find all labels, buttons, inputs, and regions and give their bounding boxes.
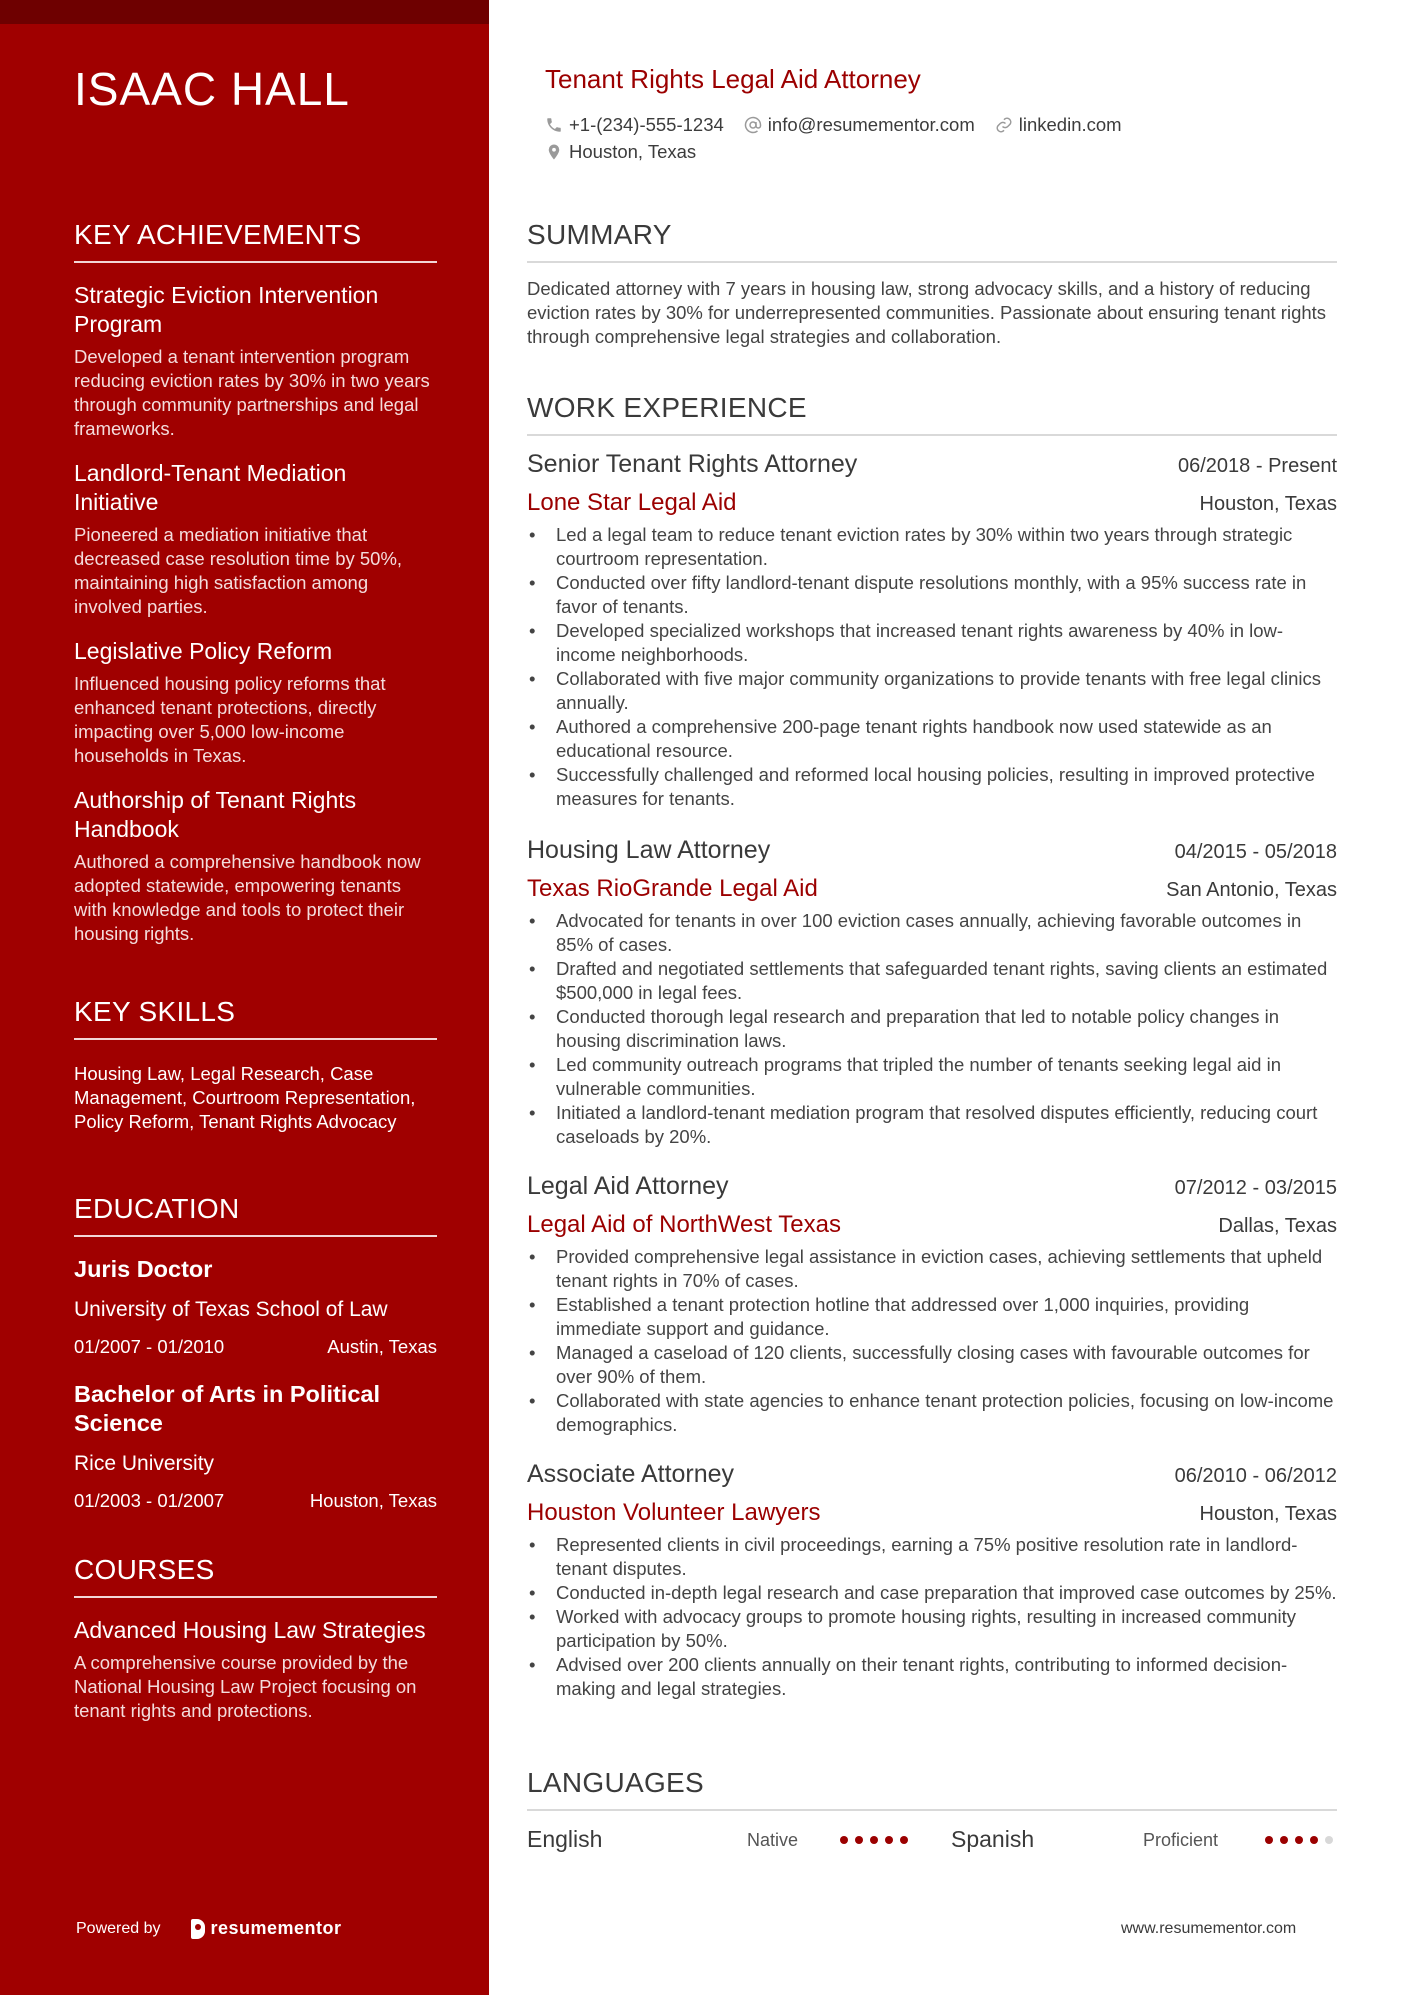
job-bullet: • Managed a caseload of 120 clients, successfully closing cases with favourable outcomes for over 90% of them.: [527, 1341, 1337, 1389]
job-title: Tenant Rights Legal Aid Attorney: [545, 64, 921, 94]
rating-dot-filled: [885, 1836, 893, 1844]
education-item: [74, 1380, 437, 1512]
phone-contact[interactable]: [545, 114, 724, 136]
rating-dot-filled: [900, 1836, 908, 1844]
job-dates: 07/2012 - 03/2015: [1174, 1177, 1337, 1199]
achievement-title: Authorship of Tenant Rights Handbook: [74, 787, 357, 842]
job-bullet: • Led a legal team to reduce tenant eviction rates by 30% within two years through strategic courtroom representation.: [527, 523, 1337, 571]
skills-list: Housing Law, Legal Research, Case Management, Courtroom Representation, Policy Reform, Tenant Rights Advocacy: [74, 1063, 416, 1132]
education-heading: EDUCATION: [74, 1193, 437, 1237]
summary-text: Dedicated attorney with 7 years in housing law, strong advocacy skills, and a history of reducing eviction rates by 30% for underrepresented communities. Passionate about ensuring tenant rights through comprehensive legal strategies and collaboration.: [527, 278, 1327, 347]
job-bullets: [527, 1245, 1337, 1437]
education-school: Rice University: [74, 1452, 215, 1475]
job-entry: [527, 450, 1337, 811]
achievement-item: [74, 786, 437, 946]
achievement-desc: Authored a comprehensive handbook now adopted statewide, empowering tenants with knowledge and tools to protect their housing rights.: [74, 851, 421, 944]
email-contact[interactable]: [744, 114, 975, 136]
linkedin-contact[interactable]: [995, 114, 1122, 136]
job-role: Housing Law Attorney: [527, 836, 771, 864]
skills-section: [74, 996, 437, 1134]
languages-section: [527, 1767, 1337, 1811]
job-dates: 06/2018 - Present: [1178, 455, 1337, 477]
achievement-item: [74, 459, 437, 619]
job-bullet: • Collaborated with five major community organizations to provide tenants with free legal clinics annually.: [527, 667, 1337, 715]
experience-heading: WORK EXPERIENCE: [527, 392, 1337, 436]
job-entry: [527, 1460, 1337, 1701]
achievement-desc: Developed a tenant intervention program reducing eviction rates by 30% in two years through community partnerships and legal frameworks.: [74, 346, 430, 439]
language-rating: [1265, 1836, 1340, 1844]
job-location: San Antonio, Texas: [1166, 879, 1337, 901]
job-bullet: • Drafted and negotiated settlements that safeguarded tenant rights, saving clients an estimated $500,000 in legal fees.: [527, 957, 1337, 1005]
course-desc: A comprehensive course provided by the National Housing Law Project focusing on tenant rights and protections.: [74, 1652, 417, 1721]
rating-dot-filled: [1295, 1836, 1303, 1844]
education-section: [74, 1193, 437, 1512]
phone-icon: [545, 116, 563, 134]
job-entry: [527, 1172, 1337, 1437]
education-item: [74, 1255, 437, 1358]
job-bullet: • Worked with advocacy groups to promote housing rights, resulting in increased community participation by 50%.: [527, 1605, 1337, 1653]
rating-dot-filled: [1280, 1836, 1288, 1844]
languages-heading: LANGUAGES: [527, 1767, 1337, 1811]
email-text: info@resumementor.com: [767, 114, 975, 135]
sidebar-top-band: [0, 0, 489, 24]
job-company: Legal Aid of NorthWest Texas: [527, 1211, 841, 1238]
job-bullet: • Successfully challenged and reformed local housing policies, resulting in improved protective measures for tenants.: [527, 763, 1337, 811]
summary-heading: SUMMARY: [527, 219, 1337, 263]
job-bullet: • Initiated a landlord-tenant mediation program that resolved disputes efficiently, reducing court caseloads by 20%.: [527, 1101, 1337, 1149]
achievement-desc: Pioneered a mediation initiative that decreased case resolution time by 50%, maintaining high satisfaction among involved parties.: [74, 524, 403, 617]
job-company: Texas RioGrande Legal Aid: [527, 875, 818, 902]
job-company: Houston Volunteer Lawyers: [527, 1499, 821, 1526]
language-level: Proficient: [1143, 1830, 1219, 1850]
contact-row: [545, 114, 1142, 136]
job-dates: 04/2015 - 05/2018: [1174, 841, 1337, 863]
rating-dot-filled: [840, 1836, 848, 1844]
education-dates: 01/2007 - 01/2010: [74, 1336, 225, 1357]
course-title: Advanced Housing Law Strategies: [74, 1617, 426, 1643]
linkedin-text: linkedin.com: [1018, 114, 1122, 135]
job-bullet: • Conducted over fifty landlord-tenant dispute resolutions monthly, with a 95% success rate in favor of tenants.: [527, 571, 1337, 619]
job-bullet: • Conducted thorough legal research and preparation that led to notable policy changes in housing discrimination laws.: [527, 1005, 1337, 1053]
website-footer[interactable]: www.resumementor.com: [1121, 1920, 1297, 1937]
phone-text: +1-(234)-555-1234: [569, 114, 724, 135]
rating-dot-filled: [870, 1836, 878, 1844]
courses-heading: COURSES: [74, 1554, 437, 1598]
language-level: Native: [747, 1830, 799, 1850]
location-text: Houston, Texas: [569, 141, 697, 162]
achievement-item: [74, 281, 437, 441]
rating-dot-filled: [855, 1836, 863, 1844]
job-location: Houston, Texas: [1199, 493, 1337, 515]
job-bullets: [527, 1533, 1337, 1701]
education-degree: Juris Doctor: [74, 1256, 213, 1282]
achievement-desc: Influenced housing policy reforms that enhanced tenant protections, directly impacting over 5,000 low-income households in Texas.: [74, 673, 386, 766]
candidate-name: ISAAC HALL: [74, 63, 350, 115]
job-bullets: [527, 523, 1337, 811]
job-bullet: • Authored a comprehensive 200-page tenant rights handbook now used statewide as an educational resource.: [527, 715, 1337, 763]
job-bullet: • Developed specialized workshops that increased tenant rights awareness by 40% in low-income neighborhoods.: [527, 619, 1337, 667]
rating-dot-filled: [1265, 1836, 1273, 1844]
brand-name: resumementor: [210, 1918, 342, 1938]
powered-by: [76, 1918, 342, 1939]
job-role: Senior Tenant Rights Attorney: [527, 450, 858, 478]
resumementor-logo-icon: [191, 1919, 205, 1939]
achievements-section: [74, 219, 437, 946]
powered-by-label: Powered by: [76, 1919, 161, 1937]
experience-section: [527, 392, 1337, 436]
location-row: [545, 141, 716, 163]
achievement-item: [74, 637, 437, 768]
job-entry: [527, 836, 1337, 1149]
courses-section: [74, 1554, 437, 1723]
link-icon: [995, 116, 1013, 134]
job-bullet: • Established a tenant protection hotline that addressed over 1,000 inquiries, providing immediate support and guidance.: [527, 1293, 1337, 1341]
education-location: Houston, Texas: [309, 1490, 437, 1511]
education-school: University of Texas School of Law: [74, 1298, 388, 1321]
education-degree: Bachelor of Arts in Political Science: [74, 1381, 380, 1436]
job-bullet: • Represented clients in civil proceedings, earning a 75% positive resolution rate in landlord-tenant disputes.: [527, 1533, 1337, 1581]
summary-section: [527, 219, 1337, 349]
location-contact: [545, 141, 696, 163]
job-bullet: • Conducted in-depth legal research and case preparation that improved case outcomes by 25%.: [527, 1581, 1337, 1605]
skills-heading: KEY SKILLS: [74, 996, 437, 1040]
job-bullet: • Advocated for tenants in over 100 eviction cases annually, achieving favorable outcomes in 85% of cases.: [527, 909, 1337, 957]
sidebar: [0, 0, 489, 1995]
job-bullet: • Collaborated with state agencies to enhance tenant protection policies, focusing on low-income demographics.: [527, 1389, 1337, 1437]
job-company: Lone Star Legal Aid: [527, 489, 737, 516]
job-dates: 06/2010 - 06/2012: [1174, 1465, 1337, 1487]
achievement-title: Landlord-Tenant Mediation Initiative: [74, 460, 347, 515]
education-location: Austin, Texas: [327, 1336, 437, 1357]
achievement-title: Strategic Eviction Intervention Program: [74, 282, 379, 337]
job-bullets: [527, 909, 1337, 1149]
language-rating: [840, 1836, 915, 1844]
rating-dot-filled: [1310, 1836, 1318, 1844]
map-pin-icon: [545, 143, 563, 161]
rating-dot-empty: [1325, 1836, 1333, 1844]
language-name: English: [527, 1826, 603, 1852]
language-name: Spanish: [951, 1826, 1035, 1852]
job-role: Associate Attorney: [527, 1460, 735, 1488]
achievements-heading: KEY ACHIEVEMENTS: [74, 219, 437, 263]
job-role: Legal Aid Attorney: [527, 1172, 729, 1200]
job-bullet: • Led community outreach programs that tripled the number of tenants seeking legal aid in vulnerable communities.: [527, 1053, 1337, 1101]
job-location: Dallas, Texas: [1218, 1215, 1337, 1237]
job-bullet: • Advised over 200 clients annually on their tenant rights, contributing to informed decision-making and legal strategies.: [527, 1653, 1337, 1701]
achievement-title: Legislative Policy Reform: [74, 638, 333, 664]
course-item: [74, 1616, 437, 1723]
languages-row: [527, 1826, 1337, 1856]
at-sign-icon: [744, 116, 762, 134]
job-location: Houston, Texas: [1199, 1503, 1337, 1525]
job-bullet: • Provided comprehensive legal assistance in eviction cases, achieving settlements that upheld tenant rights in 70% of cases.: [527, 1245, 1337, 1293]
education-dates: 01/2003 - 01/2007: [74, 1490, 225, 1511]
